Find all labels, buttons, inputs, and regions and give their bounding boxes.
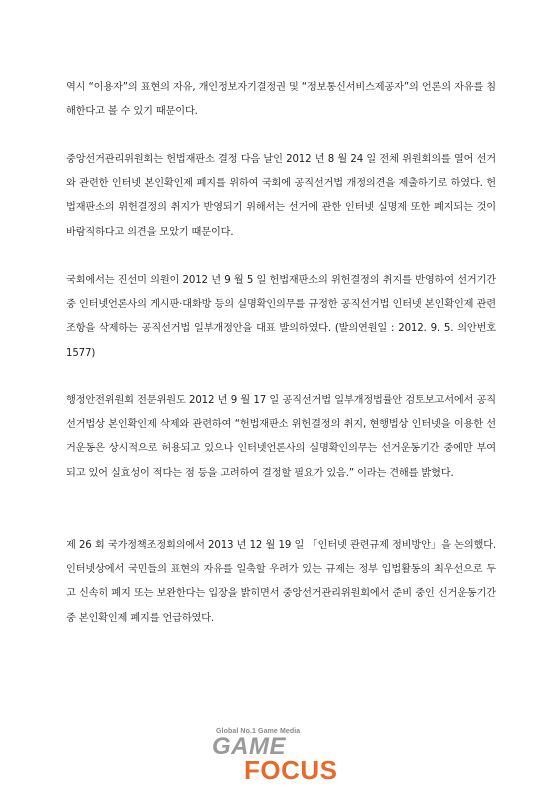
game-focus-logo (210, 728, 360, 784)
paragraph-4: 행정안전위원회 전문위원도 2012 년 9 월 17 일 공직선거법 일부개정법률안 검토보고서에서 공직선거법상 본인확인제 삭제와 관련하여 “헌법재판소 위헌결정의 취지, 현행법상 인터넷을 이용한 선거운동은 상시적으로 허용되고 있으나 인터넷언론사의 실명확인의무는 선거운동기간 중에만 부여되고 있어 실효성이 적다는 점 등을 고려하여 결정할 필요가 있음.” 이라는 견해를 밝혔다. (66, 395, 496, 479)
paragraph-1: 역시 “이용자”의 표현의 자유, 개인정보자기결정권 및 “정보통신서비스제공자”의 언론의 자유를 침해한다고 볼 수 있기 때문이다. (66, 82, 496, 118)
logo-word-focus: FOCUS (244, 755, 338, 785)
paragraph-3: 국회에서는 진선미 의원이 2012 년 9 월 5 일 헌법재판소의 위헌결정의 취지를 반영하여 선거기간 중 인터넷언론사의 게시판·대화방 등의 실명확인의무를 규정한 공직선거법 인터넷 본인확인제 관련 조항을 삭제하는 공직선거법 일부개정안을 대표 발의하였다. (발의연원일 : 2012. 9. 5. 의안번호 1577) (66, 275, 496, 359)
paragraph-2: 중앙선거관리위원회는 헌법재판소 결정 다음 날인 2012 년 8 월 24 일 전체 위원회의를 열어 선거와 관련한 인터넷 본인확인제 폐지를 위하여 국회에 공직선거법 개정의견을 제출하기로 하였다. 헌법재판소의 위헌결정의 취지가 반영되기 위해서는 선거에 관한 인터넷 실명제 또한 폐지되는 것이 바람직하다고 의견을 모았기 때문이다. (66, 154, 496, 238)
logo-tagline: Global No.1 Game Media (216, 728, 301, 735)
paragraph-5: 제 26 회 국가정책조정회의에서 2013 년 12 월 19 일 「인터넷 관련규제 정비방안」을 논의했다. 인터넷상에서 국민들의 표현의 자유를 일축할 우려가 있는 규제는 정부 입법활동의 최우선으로 두고 신속히 폐지 또는 보완한다는 입장을 밝히면서 중앙선거관리위원회에서 준비 중인 신거운동기간 중 본인확인제 폐지를 언급하였다. (66, 540, 496, 624)
logo-word-game: GAME (212, 733, 286, 760)
